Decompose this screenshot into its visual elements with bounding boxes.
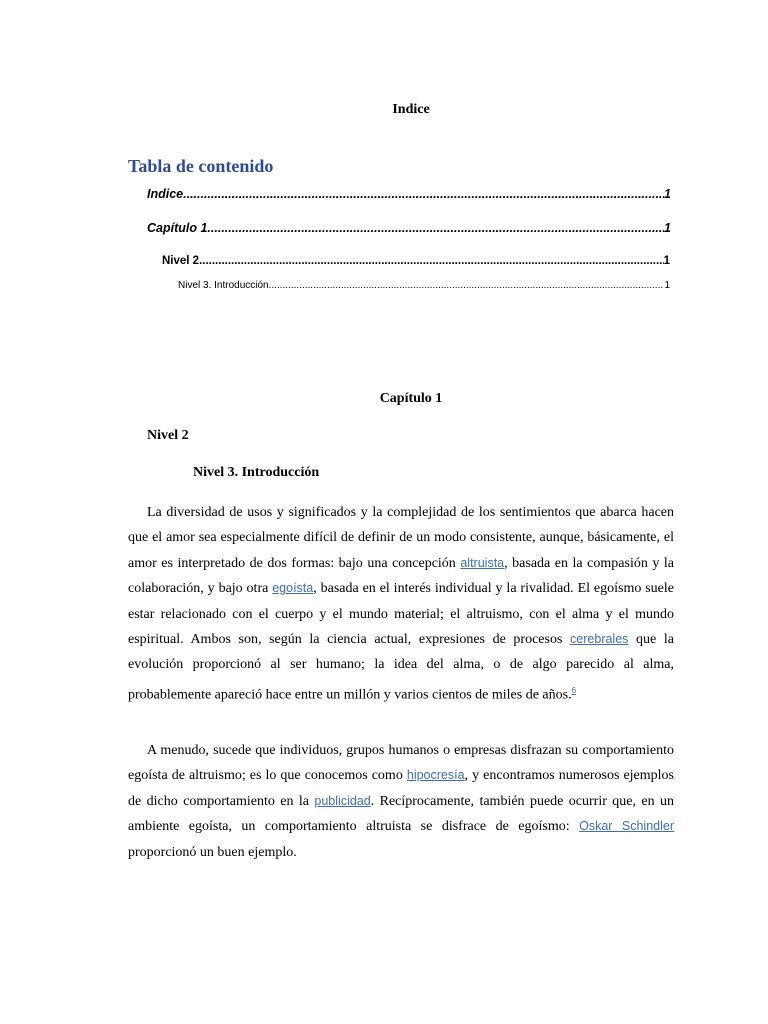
chapter-heading: Capítulo 1 (379, 391, 443, 406)
level2-heading: Nivel 2 (147, 428, 189, 443)
toc-leader-dots (199, 255, 664, 267)
toc-entry-page: 1 (663, 255, 670, 267)
level3-heading: Nivel 3. Introducción (193, 465, 320, 480)
toc-heading: Tabla de contenido (128, 156, 274, 176)
toc-leader-dots (207, 221, 664, 235)
toc-leader-dots (183, 187, 664, 201)
toc-entry-label: Indice (147, 187, 184, 201)
link-egoista[interactable]: egoísta (272, 581, 314, 596)
toc-entry-nivel-2[interactable] (162, 255, 670, 267)
paragraph-text: , basada en el interés individual y la rivalidad. El egoísmo suele estar relacionado con el cuerpo y el mundo material; el altruismo, con el alma y el mundo espiritual. Ambos son, según la ciencia actual, expresiones de procesos (128, 581, 674, 648)
toc-entry-capitulo-1[interactable] (147, 221, 671, 235)
paragraph-text: . Recíprocamente, también puede ocurrir que, en un ambiente egoísta, un comportamiento altruista se disfrace de egoísmo: (128, 793, 675, 835)
body-paragraph-1 (128, 500, 674, 708)
paragraph-text: , y encontramos numerosos ejemplos de dicho comportamiento en la (128, 768, 674, 809)
toc-entry-page: 1 (664, 187, 671, 201)
toc-entry-page: 1 (664, 280, 670, 291)
paragraph-text: proporcionó un buen ejemplo. (128, 844, 297, 860)
link-oskar-schindler[interactable]: Oskar Schindler (579, 819, 675, 834)
paragraph-text: La diversidad de usos y significados y la complejidad de los sentimientos que abarca hacen que el amor sea especialmente difícil de definir de un modo consistente, aunque, básicamente, el amor es interpretado de dos formas: bajo una concepción (128, 505, 674, 571)
toc-entry-page: 1 (664, 221, 671, 235)
paragraph-text: A menudo, sucede que individuos, grupos humanos o empresas disfrazan su comportamiento egoísta de altruismo; es lo que conocemos como (128, 743, 674, 784)
paragraph-text: que la evolución proporcionó al ser humano; la idea del alma, o de algo parecido al alma, probablemente apareció hace entre un millón y varios cientos de miles de años. (128, 632, 674, 703)
link-hipocresia[interactable]: hipocresía (406, 768, 465, 783)
footnote-link[interactable]: 6 (571, 685, 577, 695)
toc-entry-nivel-3[interactable] (178, 280, 670, 291)
index-heading: Indice (392, 102, 430, 117)
link-cerebrales[interactable]: cerebrales (570, 632, 629, 647)
link-altruista[interactable]: altruista (460, 555, 505, 570)
toc-leader-dots (269, 280, 665, 291)
link-publicidad[interactable]: publicidad (314, 793, 371, 808)
toc-entry-indice[interactable] (147, 187, 671, 201)
toc-entry-label: Nivel 3. Introducción (178, 280, 269, 291)
body-paragraph-2 (128, 738, 674, 865)
toc-entry-label: Nivel 2 (162, 255, 200, 267)
toc-entry-label: Capítulo 1 (147, 221, 208, 235)
paragraph-text: , basada en la compasión y la colaboración, y bajo otra (128, 555, 675, 597)
